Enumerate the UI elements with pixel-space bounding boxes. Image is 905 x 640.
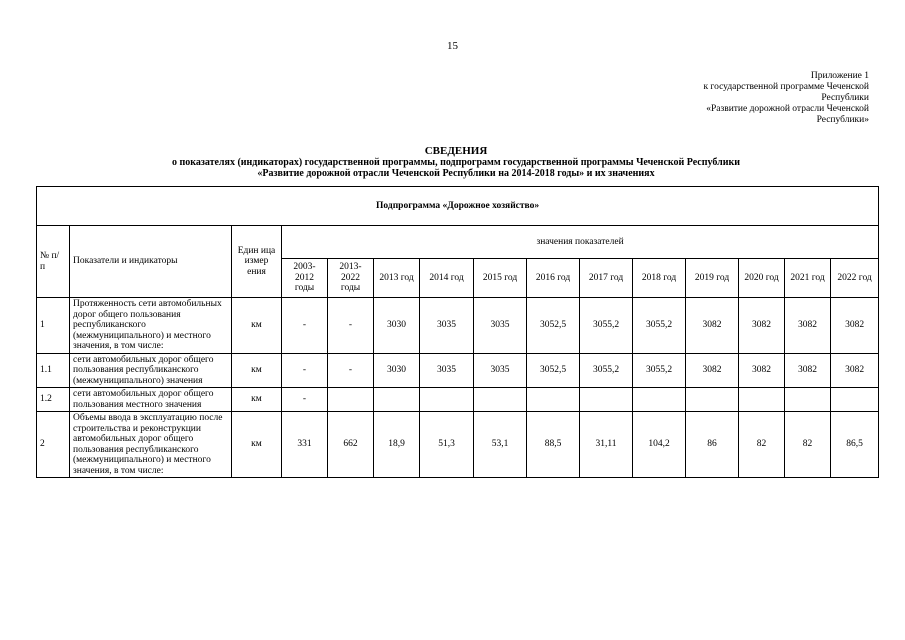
- table-row: [37, 388, 879, 412]
- value-cell: 31,11: [580, 412, 633, 478]
- row-unit: км: [232, 298, 282, 354]
- value-cell: [580, 388, 633, 412]
- value-cell: -: [282, 353, 328, 388]
- page-number: 15: [447, 40, 458, 52]
- value-cell: [374, 388, 420, 412]
- row-indicator-name: сети автомобильных дорог общего пользования республиканского (межмуниципального) значения: [70, 353, 232, 388]
- value-cell: 3082: [686, 353, 739, 388]
- value-cell: 104,2: [633, 412, 686, 478]
- value-cell: 88,5: [527, 412, 580, 478]
- row-number: 1.2: [37, 388, 70, 412]
- year-header-cell: 2020 год: [739, 259, 785, 298]
- header-row-1: [37, 226, 879, 259]
- value-cell: 18,9: [374, 412, 420, 478]
- value-cell: [527, 388, 580, 412]
- heading-title: СВЕДЕНИЯ: [424, 145, 488, 157]
- value-cell: 3082: [785, 298, 831, 354]
- row-unit: км: [232, 412, 282, 478]
- value-cell: 3030: [374, 298, 420, 354]
- year-header-cell: 2022 год: [831, 259, 879, 298]
- col-header-indicator: Показатели и индикаторы: [70, 226, 232, 298]
- value-cell: -: [328, 353, 374, 388]
- value-cell: [831, 388, 879, 412]
- appendix-line-2: к государственной программе Чеченской Республики: [703, 82, 869, 103]
- value-cell: 53,1: [474, 412, 527, 478]
- value-cell: [420, 388, 474, 412]
- value-cell: [633, 388, 686, 412]
- value-cell: 3082: [831, 298, 879, 354]
- row-number: 1: [37, 298, 70, 354]
- value-cell: [739, 388, 785, 412]
- year-header-cell: 2018 год: [633, 259, 686, 298]
- row-unit: км: [232, 353, 282, 388]
- row-indicator-name: Протяженность сети автомобильных дорог общего пользования республиканского (межмуниципального) и местного значения, в том числе:: [70, 298, 232, 354]
- value-cell: 86,5: [831, 412, 879, 478]
- indicators-table: [36, 186, 879, 478]
- subprogram-row: [37, 187, 879, 226]
- value-cell: 3055,2: [633, 298, 686, 354]
- heading-line-3: «Развитие дорожной отрасли Чеченской Республики на 2014-2018 годы» и их значениях: [257, 168, 655, 179]
- row-indicator-name: сети автомобильных дорог общего пользования местного значения: [70, 388, 232, 412]
- year-header-cell: 2013-2022 годы: [328, 259, 374, 298]
- year-header-cell: 2014 год: [420, 259, 474, 298]
- appendix-line-1: Приложение 1: [810, 71, 869, 81]
- year-header-cell: 2021 год: [785, 259, 831, 298]
- appendix-line-3: «Развитие дорожной отрасли Чеченской Республики»: [706, 104, 869, 125]
- year-header-cell: 2016 год: [527, 259, 580, 298]
- value-cell: -: [328, 298, 374, 354]
- value-cell: -: [282, 298, 328, 354]
- value-cell: -: [282, 388, 328, 412]
- value-cell: 3052,5: [527, 298, 580, 354]
- row-number: 1.1: [37, 353, 70, 388]
- value-cell: 3055,2: [580, 353, 633, 388]
- year-header-cell: 2019 год: [686, 259, 739, 298]
- value-cell: 3035: [420, 298, 474, 354]
- value-cell: 3052,5: [527, 353, 580, 388]
- value-cell: 3082: [686, 298, 739, 354]
- table-row: [37, 412, 879, 478]
- value-cell: [328, 388, 374, 412]
- value-cell: 3082: [785, 353, 831, 388]
- table-row: [37, 298, 879, 354]
- value-cell: [474, 388, 527, 412]
- year-header-cell: 2013 год: [374, 259, 420, 298]
- heading-line-2: о показателях (индикаторах) государственной программы, подпрограмм государственной программы Чеченской Республики: [171, 157, 741, 168]
- row-indicator-name: Объемы ввода в эксплуатацию после строительства и реконструкции автомобильных дорог общего пользования республиканского (межмуниципального) и местного значения, в том числе:: [70, 412, 232, 478]
- value-cell: 3082: [831, 353, 879, 388]
- row-unit: км: [232, 388, 282, 412]
- value-cell: 3030: [374, 353, 420, 388]
- appendix-note: [639, 71, 869, 126]
- value-cell: 3055,2: [580, 298, 633, 354]
- value-cell: 3082: [739, 298, 785, 354]
- year-header-cell: 2015 год: [474, 259, 527, 298]
- year-header-cell: 2017 год: [580, 259, 633, 298]
- value-cell: 3035: [474, 298, 527, 354]
- value-cell: 82: [739, 412, 785, 478]
- value-cell: 662: [328, 412, 374, 478]
- value-cell: 82: [785, 412, 831, 478]
- col-header-no: № п/ п: [37, 226, 70, 298]
- value-cell: 3035: [420, 353, 474, 388]
- table-row: [37, 353, 879, 388]
- value-cell: [785, 388, 831, 412]
- value-cell: 3082: [739, 353, 785, 388]
- value-cell: 51,3: [420, 412, 474, 478]
- col-header-unit: Един ица измер ения: [232, 226, 282, 298]
- document-heading: [36, 146, 876, 179]
- value-cell: 86: [686, 412, 739, 478]
- col-header-values: значения показателей: [282, 226, 879, 259]
- value-cell: 331: [282, 412, 328, 478]
- row-number: 2: [37, 412, 70, 478]
- subprogram-title: Подпрограмма «Дорожное хозяйство»: [37, 187, 879, 226]
- year-header-cell: 2003-2012 годы: [282, 259, 328, 298]
- value-cell: 3055,2: [633, 353, 686, 388]
- value-cell: [686, 388, 739, 412]
- value-cell: 3035: [474, 353, 527, 388]
